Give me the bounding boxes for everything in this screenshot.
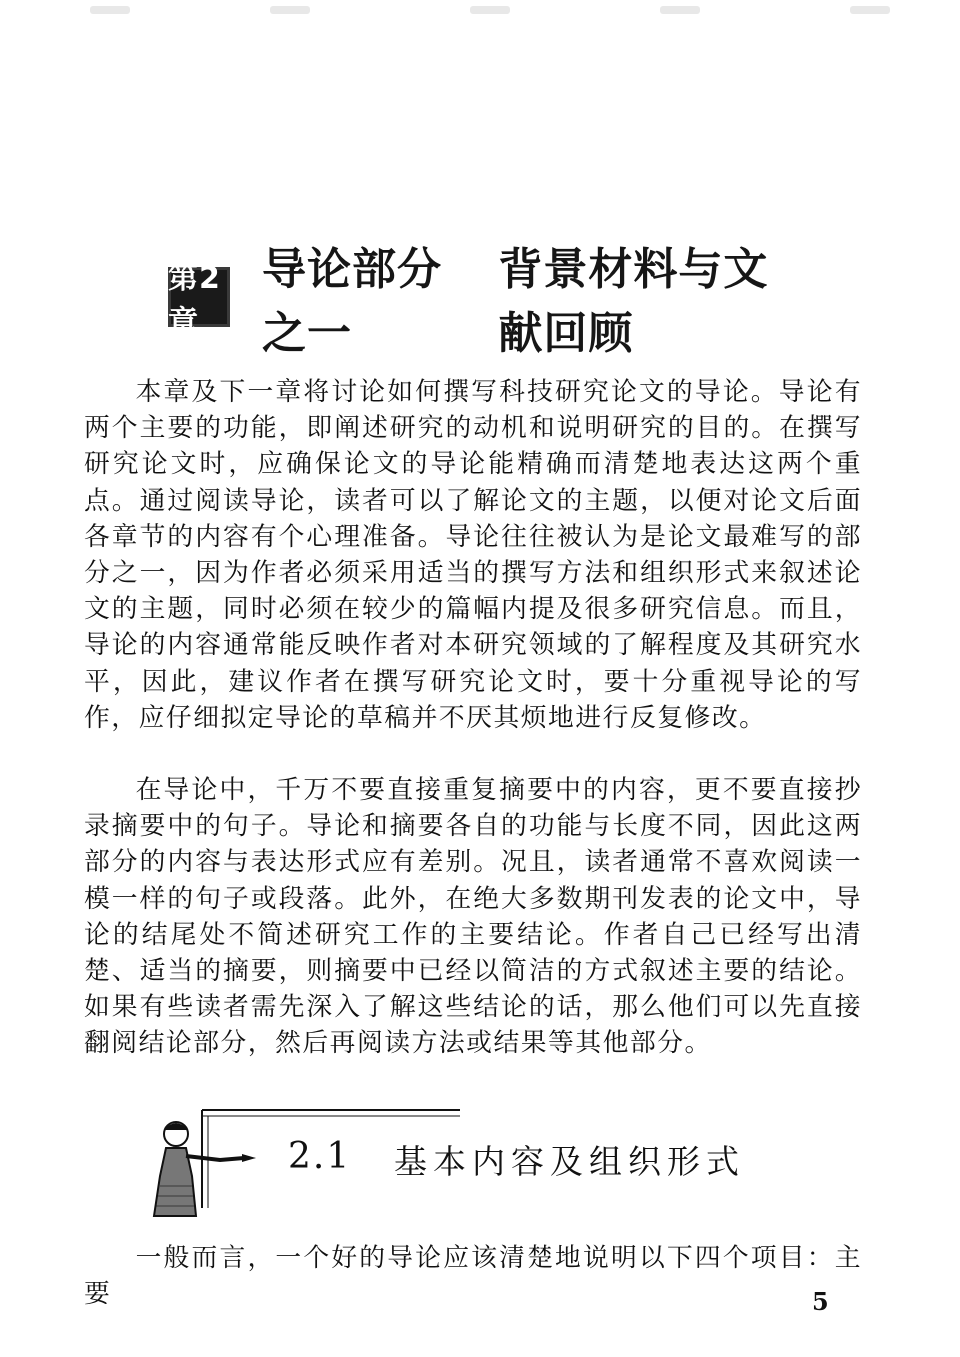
chapter-heading xyxy=(168,244,808,359)
scan-watermark-strip xyxy=(0,0,960,24)
chapter-badge xyxy=(168,261,230,340)
section-title: 基本内容及组织形式 xyxy=(394,1142,745,1181)
chapter-title xyxy=(262,233,808,361)
paragraph-four-items: 一般而言，一个好的导论应该清楚地说明以下四个项目：主要 xyxy=(84,1243,862,1310)
teacher-pointing-icon xyxy=(140,1116,260,1220)
section-number: 2.1 xyxy=(288,1136,352,1177)
chapter-title-part2: 背景材料与文献回顾 xyxy=(498,244,769,359)
section-heading xyxy=(140,1100,840,1220)
page-number: 5 xyxy=(812,1287,829,1316)
paragraph-intro-vs-abstract: 在导论中，千万不要直接重复摘要中的内容，更不要直接抄录摘要中的句子。导论和摘要各自的功能与长度不同，因此这两部分的内容与表达形式应有差别。况且，读者通常不喜欢阅读一模一样的句子或段落。此外，在绝大多数期刊发表的论文中，导论的结尾处不简述研究工作的主要结论。作者自己已经写出清楚、适当的摘要，则摘要中已经以简洁的方式叙述主要的结论。如果有些读者需先深入了解这些结论的话，那么他们可以先直接翻阅结论部分，然后再阅读方法或结果等其他部分。 xyxy=(84,775,862,1059)
chapter-title-part1: 导论部分之一 xyxy=(261,244,442,359)
chapter-badge-label: 第2章 xyxy=(168,261,221,340)
paragraph-intro-functions: 本章及下一章将讨论如何撰写科技研究论文的导论。导论有两个主要的功能，即阐述研究的动机和说明研究的目的。在撰写研究论文时，应确保论文的导论能精确而清楚地表达这两个重点。通过阅读导论，读者可以了解论文的主题，以便对论文后面各章节的内容有个心理准备。导论往往被认为是论文最难写的部分之一，因为作者必须采用适当的撰写方法和组织形式来叙述论文的主题，同时必须在较少的篇幅内提及很多研究信息。而且，导论的内容通常能反映作者对本研究领域的了解程度及其研究水平，因此，建议作者在撰写研究论文时，要十分重视导论的写作，应仔细拟定导论的草稿并不厌其烦地进行反复修改。 xyxy=(84,377,862,733)
